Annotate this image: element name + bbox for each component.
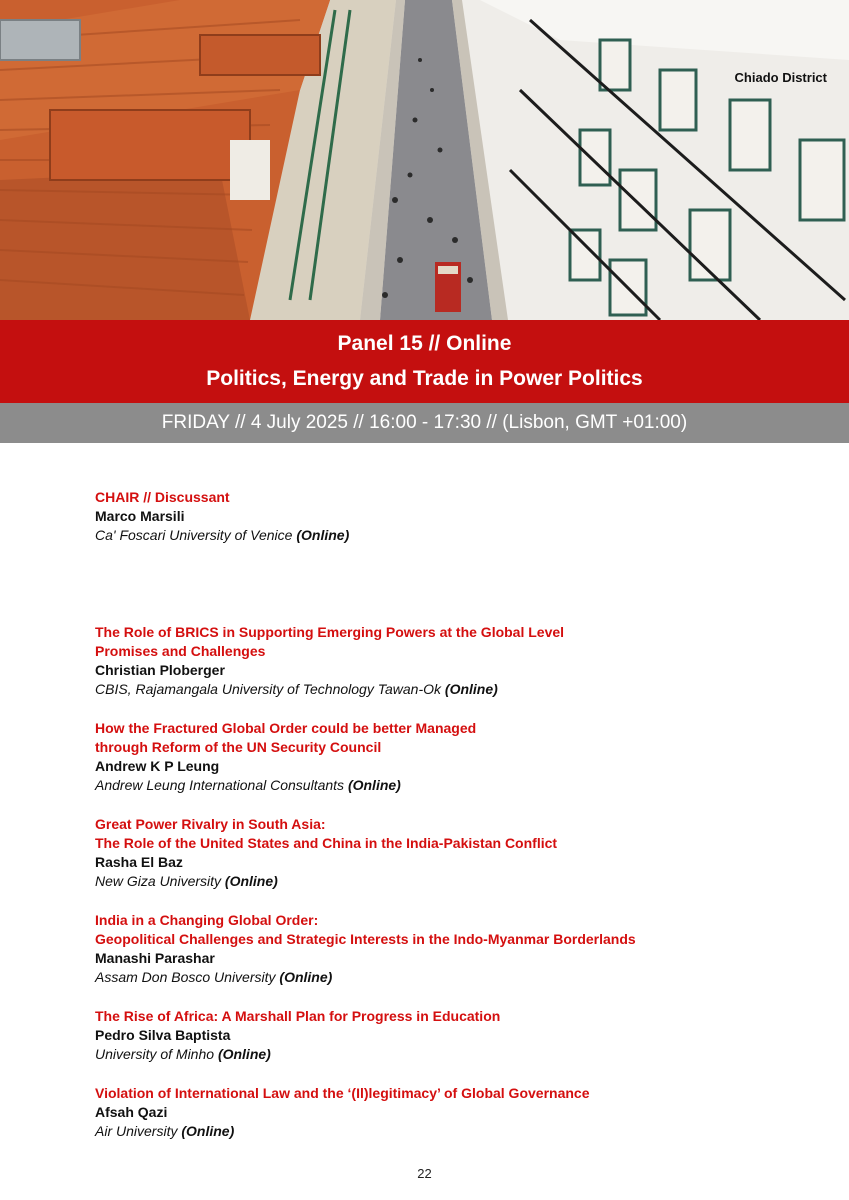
paper-title-line: How the Fractured Global Order could be better Managed bbox=[95, 720, 477, 736]
paper-affiliation: Air University (Online) bbox=[95, 1123, 235, 1139]
paper-author: Pedro Silva Baptista bbox=[95, 1027, 231, 1043]
paper-author: Rasha El Baz bbox=[95, 854, 183, 870]
paper-title-line: India in a Changing Global Order: bbox=[95, 912, 319, 928]
panel-number: Panel 15 // Online bbox=[337, 332, 512, 355]
paper-author: Christian Ploberger bbox=[95, 662, 225, 678]
schedule-band: FRIDAY // 4 July 2025 // 16:00 - 17:30 // (Lisbon, GMT +01:00) bbox=[0, 403, 849, 443]
chair-name: Marco Marsili bbox=[95, 508, 185, 524]
chair-role: CHAIR // Discussant bbox=[95, 489, 230, 505]
paper-title-line: Promises and Challenges bbox=[95, 643, 266, 659]
paper-item bbox=[95, 1084, 815, 1141]
paper-affiliation: University of Minho (Online) bbox=[95, 1046, 271, 1062]
paper-title-line: Great Power Rivalry in South Asia: bbox=[95, 816, 326, 832]
panel-title: Politics, Energy and Trade in Power Politics bbox=[206, 367, 643, 390]
paper-title-line: Violation of International Law and the ‘(Il)legitimacy’ of Global Governance bbox=[95, 1085, 590, 1101]
paper-item bbox=[95, 815, 815, 891]
paper-title-line: The Rise of Africa: A Marshall Plan for Progress in Education bbox=[95, 1008, 501, 1024]
photo-caption: Chiado District bbox=[734, 70, 827, 85]
paper-title-line: through Reform of the UN Security Council bbox=[95, 739, 382, 755]
paper-author: Andrew K P Leung bbox=[95, 758, 220, 774]
paper-item bbox=[95, 623, 815, 699]
chair-block bbox=[95, 488, 815, 545]
paper-affiliation: Assam Don Bosco University (Online) bbox=[95, 969, 333, 985]
panel-program bbox=[95, 488, 815, 1161]
paper-item bbox=[95, 719, 815, 795]
panel-title-band bbox=[0, 320, 849, 403]
paper-affiliation: New Giza University (Online) bbox=[95, 873, 278, 889]
chair-affiliation: Ca' Foscari University of Venice (Online) bbox=[95, 527, 350, 543]
paper-title-line: The Role of BRICS in Supporting Emerging Powers at the Global Level bbox=[95, 624, 565, 640]
paper-item bbox=[95, 911, 815, 987]
paper-affiliation: CBIS, Rajamangala University of Technology Tawan-Ok (Online) bbox=[95, 681, 498, 697]
paper-item bbox=[95, 1007, 815, 1064]
paper-title-line: The Role of the United States and China in the India-Pakistan Conflict bbox=[95, 835, 558, 851]
paper-author: Manashi Parashar bbox=[95, 950, 215, 966]
paper-author: Afsah Qazi bbox=[95, 1104, 168, 1120]
paper-title-line: Geopolitical Challenges and Strategic Interests in the Indo-Myanmar Borderlands bbox=[95, 931, 636, 947]
paper-affiliation: Andrew Leung International Consultants (Online) bbox=[95, 777, 401, 793]
page-number: 22 bbox=[417, 1166, 432, 1181]
